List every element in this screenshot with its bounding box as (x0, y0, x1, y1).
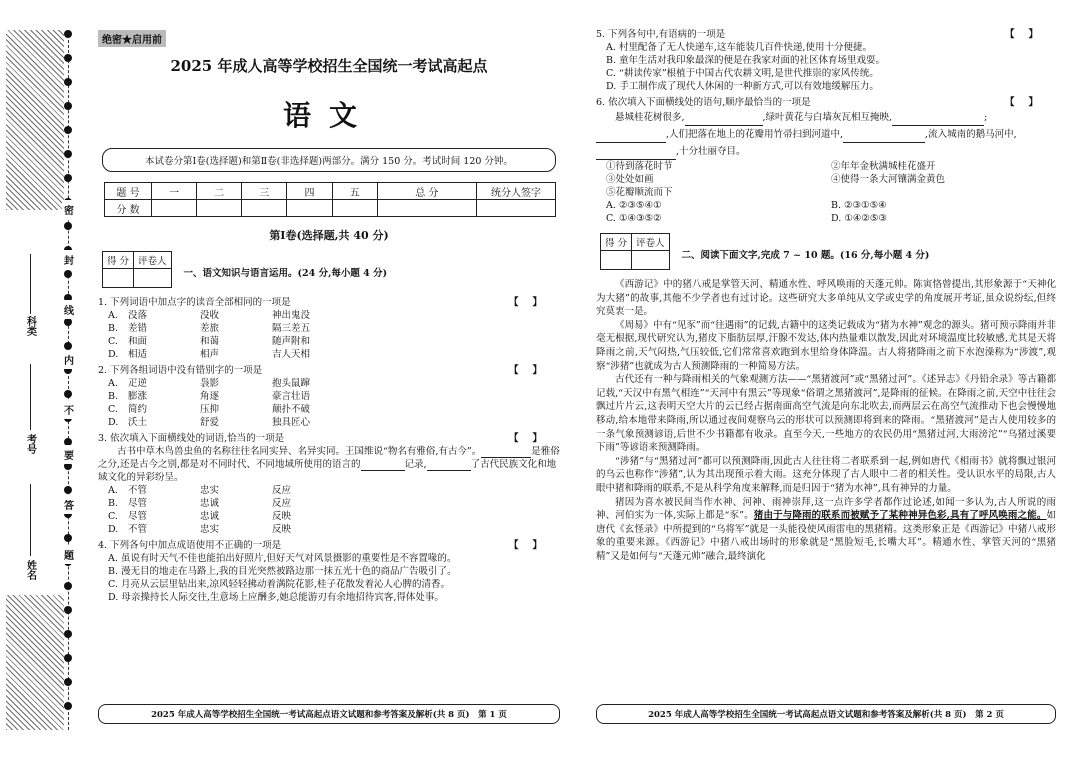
punch-hole (64, 222, 72, 230)
grader-box (600, 233, 670, 270)
punch-hole (64, 174, 72, 182)
question-1 (98, 296, 560, 361)
option-row[interactable]: B. 尽管 忠诚 反应 (108, 498, 292, 509)
score-cell[interactable] (332, 200, 377, 217)
field-category[interactable] (20, 316, 40, 336)
answer-bracket[interactable]: 【】 (508, 365, 556, 376)
score-cell[interactable] (197, 200, 242, 217)
punch-hole (64, 390, 72, 398)
fill-blank[interactable] (596, 142, 666, 143)
grader-reviewer-label: 评卷人 (134, 252, 172, 269)
binding-margin (0, 0, 100, 761)
option-row[interactable]: C. “耕读传家”根植于中国古代农耕文明,是世代推崇的家风传统。 (606, 68, 879, 79)
score-table (104, 182, 556, 217)
punch-hole (64, 54, 72, 62)
reading-passage (596, 278, 1056, 563)
option-row[interactable]: C. 和面 和蔼 随声附和 (108, 336, 311, 347)
question-stem: 3. 依次填入下面横线处的词语,恰当的一项是 (98, 433, 285, 444)
seal-char: 内 (62, 350, 76, 369)
page-1 (98, 28, 560, 728)
option-row[interactable]: C. 简约 压抑 颠扑不破 (108, 404, 311, 415)
exam-title: 2025 年成人高等学校招生全国统一考试高起点 (170, 57, 488, 75)
option-row[interactable]: C. 尽管 忠诚 反映 (108, 511, 292, 522)
question-stem: 2. 下列各组词语中没有错别字的一项是 (98, 365, 263, 376)
field-line (20, 360, 40, 430)
page-footer: 2025 年成人高等学校招生全国统一考试高起点语文试题和参考答案及解析(共 8 页) 第 2 页 (596, 704, 1056, 724)
answer-bracket[interactable]: 【】 (1004, 97, 1052, 108)
punch-hole (64, 78, 72, 86)
grader-score-cell[interactable] (103, 269, 134, 288)
section1-title: 一、语文知识与语言运用。(24 分,每小题 4 分) (183, 268, 388, 279)
fill-blank[interactable] (427, 470, 471, 471)
question-6 (596, 96, 1056, 225)
punch-hole (64, 678, 72, 686)
passage-paragraph: 《周易》中有“见豕”而“往遇雨”的记载,古籍中的这类记载成为“猪为水神”观念的源头。猪可预示降雨并非毫无根据,现代研究认为,猪皮下脂肪层厚,汗腺不发达,体内热量难以散发,因此对环境温度比较敏感,尤其是天将降雨之前,天气闷热,气压较低,它们常常喜欢跑到水里给身体降温。古人将猪降雨之前下水泡澡称为“涉渡”,观察“涉猪”也就成为古人预测降雨的一种简易方法。 (596, 319, 1056, 372)
seal-char: 要 (62, 445, 76, 464)
seal-char: 不 (62, 400, 76, 419)
score-cell[interactable] (152, 200, 197, 217)
option-row[interactable]: C. 月亮从云层里钻出来,凉风轻轻拂动着满院花影,桂子花散发着沁人心脾的清香。 (108, 579, 451, 590)
answer-bracket[interactable]: 【】 (508, 433, 556, 444)
field-label: 科类 (24, 316, 36, 336)
question-stem: 1. 下列词语中加点字的读音全部相同的一项是 (98, 297, 291, 308)
statement-row: ①待到落花时节 ②年年金秋满城桂花盛开 (606, 161, 936, 172)
score-cell[interactable] (242, 200, 287, 217)
fill-blank[interactable] (361, 470, 405, 471)
grader-box (102, 251, 172, 288)
punch-holes (64, 30, 74, 730)
option-row[interactable]: A. ②③⑤④① B. ②③①⑤④ (606, 200, 887, 211)
option-row[interactable]: A. 没落 没收 神出鬼没 (108, 310, 311, 321)
grader-reviewer-cell[interactable] (632, 251, 670, 270)
field-label: 考号 (24, 434, 36, 454)
page-2 (596, 28, 1056, 728)
score-header: 一 (152, 183, 197, 200)
passage-paragraph: “涉猪”与“黑猪过河”都可以预测降雨,因此古人往往将二者联系到一起,例如唐代《相雨书》就将飘过银河的乌云也称作“涉猪”,认为其出现预示着大雨。这充分体现了古人眼中二者的相关性。受认识水平的局限,古人眼中猪和降雨的联系,不是从科学角度来解释,而是归因于“猪为水神”,具有神异的力量。 (596, 455, 1056, 494)
section2-title: 二、阅读下面文字,完成 7 ~ 10 题。(16 分,每小题 4 分) (681, 250, 930, 261)
field-line (20, 250, 40, 314)
option-row[interactable]: B. 膨涨 角逐 豪言壮语 (108, 391, 311, 402)
question-4 (98, 539, 560, 604)
underlined-sentence: 猪由于与降雨的联系而被赋予了某种神异色彩,具有了呼风唤雨之能。 (753, 510, 1047, 522)
field-line (20, 480, 40, 556)
passage-paragraph: 古代还有一种与降雨相关的气象观测方法——“黑猪渡河”或“黑猪过河”。《述异志》《丹铅余录》等古籍都记载,“天汉中有黑气相连”“天河中有黑云”等现象“俗谓之黑猪渡河”,是降雨的征候。在降雨之前,天空中往往会飘过片片云,这表明天空大片的云已经占据南面高空气流是向东北吹去,而两层云在高空气流推动下也会慢慢地移动,给本地带来降雨,所以通过夜间观察乌云的形状可以预测即将到来的降雨。“黑猪渡河”是古人使用较多的一条气象预测谚语,后世不少书籍都有收录。直至今天,一些地方的农民仍用“黑猪过河,大雨滂沱”“乌猪过溪要下雨”等谚语来预测降雨。 (596, 374, 1056, 454)
punch-hole (64, 630, 72, 638)
grader-score-cell[interactable] (601, 251, 632, 270)
score-row-label: 分 数 (105, 200, 152, 217)
punch-hole (64, 342, 72, 350)
secret-label: 绝密★启用前 (98, 30, 166, 47)
score-header: 题 号 (105, 183, 152, 200)
punch-hole (64, 534, 72, 542)
punch-hole (64, 654, 72, 662)
grader-reviewer-label: 评卷人 (632, 234, 670, 251)
score-header: 二 (197, 183, 242, 200)
passage-paragraph: 猪因为喜水被民间当作水神、河神、雨神崇拜,这一点许多学者都作过论述,如闻一多认为,古人所说的雨神、河伯实为一体,实际上都是“豕”。猪由于与降雨的联系而被赋予了某种神异色彩,具有了呼风唤雨之能。如唐代《玄怪录》中所提到的“乌将军”就是一头能役使风雨雷电的黑猪精。这类形象正是《西游记》中猪八戒形象的重要来源。《西游记》中猪八戒出场时的形象就是“黑脸短毛,长嘴大耳”。精通水性、掌管天河的“黑猪精”又是如何与“天蓬元帅”融合,最终演化 (596, 496, 1057, 562)
part1-title: 第Ⅰ卷(选择题,共 40 分) (269, 229, 389, 242)
punch-hole (64, 102, 72, 110)
question-3 (98, 432, 560, 536)
exam-notice: 本试卷分第Ⅰ卷(选择题)和第Ⅱ卷(非选择题)两部分。满分 150 分。考试时间 120 分钟。 (102, 148, 556, 172)
subject-title: 语文 (282, 99, 375, 132)
passage-paragraph: 《西游记》中的猪八戒是掌管天河、精通水性、呼风唤雨的天蓬元帅。陈寅恪曾提出,其形象源于“天神化为大猪”的故事,其他不少学者也有过讨论。这些研究大多单纯从文学或史学的角度展开考证,虽众说纷纭,但终究莫衷一是。 (596, 279, 1056, 318)
page-footer: 2025 年成人高等学校招生全国统一考试高起点语文试题和参考答案及解析(共 8 页) 第 1 页 (98, 704, 560, 724)
field-label: 姓名 (24, 560, 36, 580)
score-cell[interactable] (477, 200, 556, 217)
option-row[interactable]: D. 母亲操持长人际交往,生意场上应酬多,她总能游刃有余地招待宾客,得体处事。 (108, 592, 444, 603)
fill-blank[interactable] (892, 125, 984, 126)
option-row[interactable]: D. 沃土 舒爱 独具匠心 (108, 417, 311, 428)
question-passage: 古书中草木鸟兽虫鱼的名称往往名同实异、名异实同。王国维说“物名有雅俗,有古今”。 是雅俗之分,还是古今之别,都是对不同时代、不同地域所使用的语言的 记录, 了古代民族文化和地域文化的异彩纷呈。 (98, 446, 560, 483)
punch-hole (64, 150, 72, 158)
question-stem: 4. 下列各句中加点成语使用不正确的一项是 (98, 540, 282, 551)
fill-blank[interactable] (843, 142, 925, 143)
seal-char: 线 (62, 300, 76, 319)
field-exam-no[interactable] (20, 434, 40, 454)
field-name[interactable] (20, 560, 40, 580)
option-row[interactable]: D. 手工制作成了现代人休闲的一种新方式,可以有效地缓解压力。 (606, 81, 879, 92)
statement-row: ⑤花瓣顺流而下 (606, 187, 673, 198)
punch-hole (64, 606, 72, 614)
hatch-top (6, 30, 64, 210)
seal-char: 答 (62, 495, 76, 514)
option-row[interactable]: A. 村里配备了无人快递车,这车能装几百件快递,使用十分便捷。 (606, 42, 872, 53)
option-row[interactable]: B. 童年生活对我印象最深的便是在我家对面的社区体育场里戏耍。 (606, 55, 886, 66)
punch-hole (64, 30, 72, 38)
option-row[interactable]: A. 虽说有时天气不佳也能拍出好照片,但好天气对风景摄影的重要性是不容置喙的。 (108, 553, 457, 564)
punch-hole (64, 702, 72, 710)
score-header: 三 (242, 183, 287, 200)
score-header: 统分人签字 (477, 183, 556, 200)
punch-hole (64, 126, 72, 134)
question-stem: 6. 依次填入下面横线处的语句,顺序最恰当的一项是 (596, 97, 811, 108)
seal-char: 密 (62, 200, 76, 219)
answer-bracket[interactable]: 【】 (508, 297, 556, 308)
statement-row: ③处处如画 ④使得一条大河镶满金黄色 (606, 174, 946, 185)
score-cell[interactable] (377, 200, 476, 217)
question-passage: 悬城桂花树很多, ,绿叶黄花与白墙灰瓦相互掩映, ;,人们把落在地上的花瓣用竹帚扫到河道中, ,流入城南的鹅马河中,,十分壮丽夺目。 (596, 109, 1056, 160)
grader-reviewer-cell[interactable] (134, 269, 172, 288)
seal-char: 题 (62, 545, 76, 564)
question-2 (98, 364, 560, 429)
punch-hole (64, 318, 72, 326)
fill-blank[interactable] (481, 457, 531, 458)
grade-row (98, 251, 560, 288)
answer-bracket[interactable]: 【】 (1004, 29, 1052, 40)
punch-hole (64, 270, 72, 278)
hatch-bottom (6, 595, 64, 730)
punch-hole (64, 582, 72, 590)
answer-bracket[interactable]: 【】 (508, 540, 556, 551)
seal-char: 封 (62, 250, 76, 269)
option-row[interactable]: D. 不管 忠实 反映 (108, 524, 292, 535)
question-5 (596, 28, 1056, 93)
fill-blank[interactable] (685, 125, 763, 126)
grader-score-label: 得 分 (103, 252, 134, 269)
punch-hole (64, 486, 72, 494)
grader-score-label: 得 分 (601, 234, 632, 251)
score-header: 总 分 (377, 183, 476, 200)
question-stem: 5. 下列各句中,有语病的一项是 (596, 29, 726, 40)
option-row[interactable]: B. 差错 差旅 隔三差五 (108, 323, 311, 334)
option-row[interactable]: A. 不管 忠实 反应 (108, 485, 292, 496)
score-header: 五 (332, 183, 377, 200)
score-cell[interactable] (287, 200, 332, 217)
score-header: 四 (287, 183, 332, 200)
option-row[interactable]: D. 相适 相声 吉人天相 (108, 349, 311, 360)
option-row[interactable]: A. 疋逆 袅影 抱头鼠蹿 (108, 378, 311, 389)
grade-row (596, 233, 1056, 270)
option-row[interactable]: C. ①④③⑤② D. ①④②⑤③ (606, 213, 887, 224)
option-row[interactable]: B. 漫无目的地走在马路上,我的目光突然被路边那一抹五光十色的商品广告吸引了。 (108, 566, 457, 577)
